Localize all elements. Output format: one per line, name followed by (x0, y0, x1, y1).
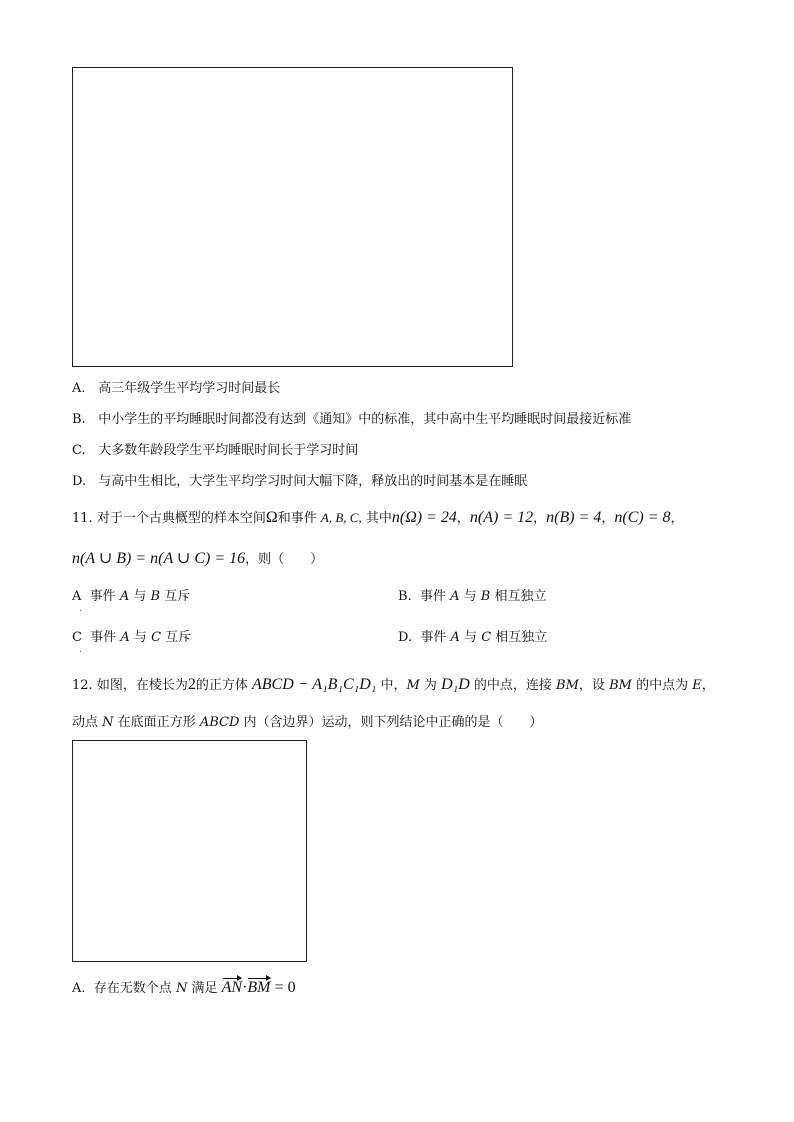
stem-text: 在底面正方形 (117, 715, 196, 730)
point-n: N (175, 981, 188, 996)
q12-figure (72, 740, 307, 962)
dot-mark: . (79, 645, 82, 655)
stem-text: ，设 (578, 678, 605, 693)
q12-stem-line-2 (72, 714, 543, 732)
stem-text: 的中点，连接 (473, 678, 552, 693)
event-var: A (119, 589, 130, 604)
q10-option-b (72, 411, 631, 429)
vector-bm: BM (247, 979, 271, 996)
n-union: n(A ∪ B) = n(A ∪ C) = 16 (72, 550, 246, 567)
stem-text: 动点 (72, 715, 99, 730)
q10-option-c (72, 442, 358, 460)
q12-option-a (72, 979, 296, 998)
segment-bm: BM (609, 678, 632, 693)
event-var: B (480, 589, 491, 604)
cube-name: ABCD − A₁B₁C₁D₁ (252, 676, 377, 693)
option-text: 与 (463, 589, 477, 604)
option-label: D. (72, 474, 87, 489)
option-text: 相互独立 (495, 630, 548, 645)
option-text: 事件 (419, 589, 446, 604)
option-text: 互斥 (164, 589, 191, 604)
question-number: 12. (72, 678, 93, 693)
stem-text: 和事件 (277, 511, 317, 526)
segment-d1d: D₁D (441, 676, 470, 693)
option-text: 与 (464, 630, 478, 645)
point-m: M (406, 678, 420, 693)
option-label: B. (72, 412, 86, 427)
n-omega: n(Ω) = 24 (391, 509, 457, 526)
stem-text: 中， (380, 678, 407, 693)
equals-zero: = 0 (274, 979, 296, 996)
stem-text: 的正方体 (195, 678, 248, 693)
option-label: A (72, 589, 82, 604)
event-var: A (450, 589, 460, 604)
option-text: 与高中生相比，大学生平均学习时间大幅下降，释放出的时间基本是在睡眠 (98, 474, 528, 489)
option-text: 互斥 (165, 630, 192, 645)
event-var: A (120, 630, 130, 645)
stem-text: 的中点为 (636, 678, 689, 693)
q12-stem-line-1 (72, 676, 715, 695)
q10-figure (72, 67, 513, 367)
stem-text: 其中 (365, 511, 392, 526)
point-e: E (692, 678, 702, 693)
stem-text: 为 (423, 678, 437, 693)
option-label: A. (72, 381, 86, 396)
square-abcd: ABCD (199, 715, 240, 730)
q11-stem-line-2 (72, 550, 323, 569)
stem-text: 如图，在棱长为 (96, 678, 188, 693)
omega-symbol: Ω (265, 509, 278, 526)
option-label: B. (398, 589, 412, 604)
question-number: 11. (72, 511, 93, 526)
q10-option-a (72, 380, 280, 398)
option-text: 与 (133, 630, 147, 645)
stem-then: ，则（ ） (245, 552, 324, 567)
stem-text: ， (701, 678, 715, 693)
edge-length: 2 (187, 676, 196, 693)
option-text: 事件 (420, 630, 447, 645)
event-var: B (150, 589, 161, 604)
option-text: 相互独立 (494, 589, 547, 604)
n-a: n(A) = 12 (469, 509, 534, 526)
segment-bm: BM (556, 678, 579, 693)
option-text: 中小学生的平均睡眠时间都没有达到《通知》中的标准，其中高中生平均睡眠时间最接近标准 (98, 412, 632, 427)
option-label: C (72, 630, 82, 645)
stem-text: 对于一个古典概型的样本空间 (96, 511, 266, 526)
n-c: n(C) = 8 (614, 509, 671, 526)
q11-option-b (398, 588, 547, 606)
option-text: 与 (133, 589, 147, 604)
point-n: N (102, 715, 114, 730)
q11-option-c (72, 629, 191, 647)
dot-mark: . (79, 604, 82, 614)
q11-stem-line-1: 11. 对于一个古典概型的样本空间Ω和事件 A, B, C, 其中n(Ω) = 24，n(A) = 12，n(B) = 4，n(C) = 8， (72, 509, 684, 526)
event-var: C (151, 630, 162, 645)
option-label: C. (72, 443, 86, 458)
vector-an: AN (221, 979, 243, 996)
q11-option-d (398, 629, 547, 647)
option-text: 事件 (89, 589, 116, 604)
option-text: 高三年级学生平均学习时间最长 (98, 381, 281, 396)
n-b: n(B) = 4 (546, 509, 602, 526)
event-var: A (450, 630, 460, 645)
q10-option-d (72, 473, 527, 491)
option-text: 事件 (90, 630, 117, 645)
events-list: A, B, C, (320, 510, 362, 525)
q11-option-a (72, 588, 190, 606)
dot-operator: · (242, 979, 248, 996)
option-text: 大多数年龄段学生平均睡眠时间长于学习时间 (98, 443, 359, 458)
option-text: 存在无数个点 (93, 981, 172, 996)
event-var: C (481, 630, 492, 645)
option-text: 满足 (191, 981, 218, 996)
stem-text: 内（含边界）运动，则下列结论中正确的是（ ） (243, 715, 543, 730)
option-label: A. (72, 981, 86, 996)
option-label: D. (398, 630, 413, 645)
